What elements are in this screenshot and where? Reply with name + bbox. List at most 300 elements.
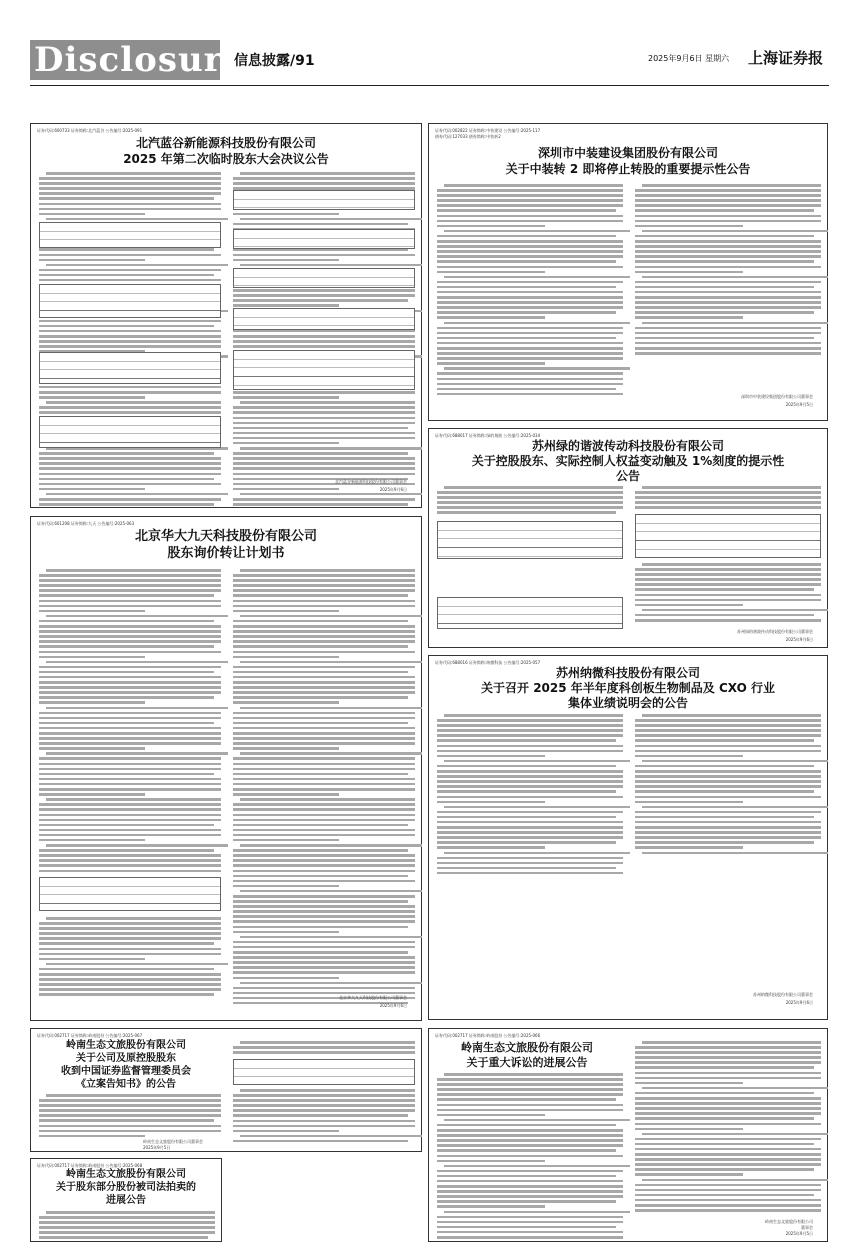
text-line bbox=[233, 630, 415, 633]
text-line bbox=[39, 1231, 215, 1234]
text-line bbox=[437, 393, 623, 396]
text-line bbox=[642, 1087, 828, 1090]
text-line bbox=[444, 760, 630, 763]
text-line bbox=[642, 760, 828, 763]
text-line bbox=[635, 765, 814, 768]
text-line bbox=[46, 752, 228, 755]
text-line bbox=[233, 1120, 415, 1123]
data-table bbox=[233, 268, 415, 288]
text-line bbox=[437, 506, 623, 509]
text-line bbox=[437, 755, 545, 758]
text-line bbox=[233, 987, 415, 990]
text-line bbox=[437, 220, 623, 223]
text-line bbox=[240, 1135, 422, 1138]
text-line bbox=[39, 330, 221, 333]
text-line bbox=[39, 452, 214, 455]
notice-nanomicro bbox=[428, 655, 828, 1020]
text-line bbox=[437, 1098, 616, 1101]
body-text-right bbox=[635, 486, 821, 511]
text-line bbox=[635, 1143, 814, 1146]
data-table bbox=[39, 222, 221, 248]
text-line bbox=[437, 291, 623, 294]
text-line bbox=[635, 775, 821, 778]
signature-company: 岭南生态文旅股份有限公司董事会 bbox=[143, 1139, 203, 1144]
text-line bbox=[46, 707, 228, 710]
notice-title-line-3: 进展公告 bbox=[106, 1195, 146, 1206]
text-line bbox=[635, 846, 743, 849]
text-line bbox=[635, 1138, 821, 1141]
text-line bbox=[39, 462, 221, 465]
text-line bbox=[233, 177, 415, 180]
text-line bbox=[233, 213, 339, 216]
text-line bbox=[233, 696, 408, 699]
text-line bbox=[233, 859, 415, 862]
text-line bbox=[46, 963, 228, 966]
text-line bbox=[635, 1112, 821, 1115]
text-line bbox=[39, 396, 145, 399]
newspaper-logo: 上海证券报 bbox=[748, 49, 824, 67]
text-line bbox=[39, 467, 221, 470]
text-line bbox=[635, 215, 821, 218]
notice-lingnan-csrc bbox=[30, 1028, 422, 1152]
text-line bbox=[39, 1104, 221, 1107]
text-line bbox=[635, 831, 821, 834]
text-line bbox=[635, 724, 821, 727]
text-line bbox=[233, 488, 339, 491]
signature-company: 苏州绿的谐波传动科技股份有限公司董事会 bbox=[737, 629, 813, 634]
body-text-right bbox=[233, 569, 415, 1007]
text-line bbox=[233, 589, 415, 592]
text-line bbox=[233, 788, 415, 791]
text-line bbox=[233, 294, 415, 297]
notice-meta: 证券代码:002717 证券简称:岭南股份 公告编号:2025-066 bbox=[435, 1033, 541, 1038]
text-line bbox=[233, 417, 415, 420]
signature-board: 董事会 bbox=[801, 1225, 813, 1230]
text-line bbox=[642, 1041, 821, 1044]
text-line bbox=[233, 437, 415, 440]
text-line bbox=[233, 676, 415, 679]
text-line bbox=[444, 1073, 623, 1076]
text-line bbox=[437, 872, 623, 875]
text-line bbox=[39, 671, 214, 674]
text-line bbox=[635, 506, 821, 509]
notice-meta: 证券代码:002717 证券简称:岭南股份 公告编号:2025-067 bbox=[37, 1033, 143, 1038]
text-line bbox=[39, 988, 221, 991]
text-line bbox=[39, 1119, 214, 1122]
notice-meta-bond: 债券代码:127033 债券简称:中装转2 bbox=[435, 134, 501, 139]
text-line bbox=[437, 821, 623, 824]
body-text-right bbox=[233, 1041, 415, 1056]
text-line bbox=[444, 806, 630, 809]
text-line bbox=[39, 340, 221, 343]
text-line bbox=[233, 635, 415, 638]
text-line bbox=[437, 1205, 545, 1208]
text-line bbox=[46, 569, 221, 572]
text-line bbox=[437, 1175, 616, 1178]
text-line bbox=[46, 264, 228, 267]
text-line bbox=[240, 890, 422, 893]
text-line bbox=[635, 755, 743, 758]
notice-title-line-2: 关于中装转 2 即将停止转股的重要提示性公告 bbox=[505, 162, 751, 176]
text-line bbox=[233, 289, 415, 292]
text-line bbox=[39, 182, 221, 185]
data-table bbox=[39, 352, 221, 384]
text-line bbox=[635, 1107, 821, 1110]
data-table bbox=[39, 284, 221, 318]
text-line bbox=[39, 666, 221, 669]
text-line bbox=[39, 849, 214, 852]
body-text-right bbox=[635, 1041, 821, 1214]
text-line bbox=[635, 291, 821, 294]
body-text-left bbox=[39, 569, 221, 875]
data-table bbox=[39, 877, 221, 911]
text-line bbox=[635, 194, 821, 197]
text-line bbox=[635, 225, 743, 228]
text-line bbox=[233, 432, 415, 435]
text-line bbox=[233, 498, 415, 501]
text-line bbox=[437, 734, 623, 737]
text-line bbox=[240, 401, 415, 404]
text-line bbox=[444, 1211, 630, 1214]
text-line bbox=[437, 826, 623, 829]
text-line bbox=[233, 1109, 415, 1112]
text-line bbox=[635, 332, 821, 335]
text-line bbox=[437, 1200, 616, 1203]
text-line bbox=[39, 814, 221, 817]
text-line bbox=[39, 942, 214, 945]
text-line bbox=[233, 849, 408, 852]
text-line bbox=[635, 1051, 821, 1054]
text-line bbox=[437, 1190, 623, 1193]
text-line bbox=[233, 1104, 415, 1107]
text-line bbox=[635, 1153, 821, 1156]
text-line bbox=[233, 732, 415, 735]
notice-title-line-1: 岭南生态文旅股份有限公司 bbox=[66, 1040, 186, 1051]
notice-title-line-3: 收到中国证券监督管理委员会 bbox=[61, 1066, 191, 1077]
text-line bbox=[39, 691, 221, 694]
text-line bbox=[39, 1221, 215, 1224]
text-line bbox=[233, 992, 415, 995]
text-line bbox=[437, 1236, 623, 1239]
text-line bbox=[233, 834, 415, 837]
text-line bbox=[39, 635, 221, 638]
text-line bbox=[39, 1216, 215, 1219]
text-line bbox=[233, 895, 415, 898]
text-line bbox=[233, 875, 408, 878]
text-line bbox=[635, 841, 814, 844]
text-line bbox=[437, 189, 623, 192]
text-line bbox=[635, 1199, 821, 1202]
text-line bbox=[437, 347, 623, 350]
text-line bbox=[437, 862, 623, 865]
text-line bbox=[635, 1066, 814, 1069]
body-text bbox=[39, 1211, 215, 1242]
text-line bbox=[240, 569, 415, 572]
signature-company: 岭南生态文旅股份有限公司 bbox=[765, 1219, 813, 1224]
data-table bbox=[635, 514, 821, 558]
text-line bbox=[233, 900, 408, 903]
text-line bbox=[39, 808, 221, 811]
text-line bbox=[635, 719, 821, 722]
text-line bbox=[233, 671, 408, 674]
text-line bbox=[240, 982, 422, 985]
text-line bbox=[39, 594, 214, 597]
text-line bbox=[233, 864, 415, 867]
text-line bbox=[240, 264, 422, 267]
signature-date: 2025年9月6日 bbox=[785, 637, 813, 642]
text-line bbox=[233, 1099, 415, 1102]
text-line bbox=[233, 778, 415, 781]
text-line bbox=[233, 473, 415, 476]
text-line bbox=[233, 717, 415, 720]
text-line bbox=[635, 1158, 821, 1161]
page-header bbox=[0, 0, 857, 118]
text-line bbox=[635, 599, 821, 602]
text-line bbox=[240, 661, 422, 664]
text-line bbox=[437, 332, 623, 335]
text-line bbox=[437, 841, 616, 844]
text-line bbox=[437, 215, 623, 218]
text-line bbox=[437, 831, 623, 834]
text-line bbox=[437, 306, 623, 309]
text-line bbox=[233, 966, 415, 969]
text-line bbox=[233, 854, 415, 857]
notice-title-line-1: 北汽蓝谷新能源科技股份有限公司 bbox=[135, 136, 316, 150]
text-line bbox=[233, 747, 339, 750]
text-line bbox=[39, 600, 221, 603]
text-line bbox=[233, 926, 408, 929]
text-line bbox=[39, 651, 221, 654]
text-line bbox=[233, 773, 408, 776]
text-line bbox=[635, 337, 814, 340]
text-line bbox=[635, 327, 821, 330]
text-line bbox=[39, 778, 221, 781]
text-line bbox=[233, 742, 415, 745]
text-line bbox=[635, 578, 821, 581]
text-line bbox=[635, 316, 743, 319]
data-table bbox=[233, 1059, 415, 1085]
text-line bbox=[635, 1128, 743, 1131]
text-line bbox=[437, 770, 623, 773]
text-line bbox=[46, 1094, 221, 1097]
text-line bbox=[437, 352, 623, 355]
text-line bbox=[233, 182, 415, 185]
text-line bbox=[39, 676, 221, 679]
body-text-left-2 bbox=[39, 917, 221, 999]
text-line bbox=[233, 691, 415, 694]
text-line bbox=[437, 1083, 623, 1086]
notice-meta: 证券代码:002822 证券简称:中装建设 公告编号:2025-117 bbox=[435, 128, 541, 133]
notice-lingnan-auction bbox=[30, 1158, 222, 1242]
text-line bbox=[437, 811, 623, 814]
text-line bbox=[233, 406, 415, 409]
text-line bbox=[46, 917, 221, 920]
text-line bbox=[233, 793, 339, 796]
text-line bbox=[437, 296, 623, 299]
text-line bbox=[437, 1221, 623, 1224]
text-line bbox=[233, 808, 415, 811]
notice-meta: 证券代码:688017 证券简称:绿的谐波 公告编号:2025-034 bbox=[435, 433, 541, 438]
text-line bbox=[437, 204, 623, 207]
text-line bbox=[437, 780, 623, 783]
text-line bbox=[437, 372, 623, 375]
text-line bbox=[437, 1216, 623, 1219]
body-text-left bbox=[39, 1094, 221, 1140]
text-line bbox=[233, 814, 415, 817]
text-line bbox=[635, 496, 821, 499]
text-line bbox=[233, 467, 415, 470]
text-line bbox=[39, 1130, 221, 1133]
text-line bbox=[233, 620, 408, 623]
text-line bbox=[39, 177, 221, 180]
text-line bbox=[635, 826, 821, 829]
text-line bbox=[444, 230, 630, 233]
text-line bbox=[39, 824, 214, 827]
text-line bbox=[437, 785, 623, 788]
text-line bbox=[437, 266, 623, 269]
notice-title-line-2: 关于召开 2025 年半年度科创板生物制品及 CXO 行业 bbox=[481, 681, 775, 695]
text-line bbox=[39, 620, 214, 623]
text-line bbox=[39, 345, 221, 348]
signature-company: 苏州纳微科技股份有限公司董事会 bbox=[753, 992, 813, 997]
text-line bbox=[437, 1093, 623, 1096]
signature-date: 2025年9月6日 bbox=[785, 1000, 813, 1005]
text-line bbox=[635, 347, 821, 350]
signature-date: 2025年9月5日 bbox=[785, 1231, 813, 1236]
text-line bbox=[39, 1135, 145, 1138]
text-line bbox=[635, 260, 814, 263]
text-line bbox=[437, 342, 623, 345]
text-line bbox=[437, 857, 623, 860]
signature-date: 2025年9月6日 bbox=[379, 1003, 407, 1008]
text-line bbox=[437, 327, 623, 330]
text-line bbox=[39, 712, 221, 715]
text-line bbox=[39, 589, 221, 592]
text-line bbox=[635, 1168, 814, 1171]
text-line bbox=[437, 337, 616, 340]
text-line bbox=[642, 714, 821, 717]
data-table bbox=[437, 521, 623, 559]
text-line bbox=[39, 864, 221, 867]
body-text-left bbox=[437, 184, 623, 398]
text-line bbox=[233, 951, 408, 954]
text-line bbox=[39, 742, 221, 745]
section-label: 信息披露/91 bbox=[234, 53, 315, 69]
text-line bbox=[635, 1163, 821, 1166]
text-line bbox=[39, 757, 221, 760]
text-line bbox=[39, 968, 214, 971]
text-line bbox=[635, 588, 814, 591]
text-line bbox=[233, 783, 415, 786]
text-line bbox=[642, 486, 821, 489]
text-line bbox=[444, 322, 630, 325]
text-line bbox=[437, 1160, 545, 1163]
notice-title-line-1: 岭南生态文旅股份有限公司 bbox=[461, 1041, 593, 1054]
text-line bbox=[39, 747, 145, 750]
text-line bbox=[233, 910, 415, 913]
text-line bbox=[233, 819, 415, 822]
text-line bbox=[635, 1077, 821, 1080]
text-line bbox=[233, 1094, 415, 1097]
text-line bbox=[233, 462, 415, 465]
text-line bbox=[233, 681, 415, 684]
text-line bbox=[635, 491, 821, 494]
text-line bbox=[240, 615, 422, 618]
data-table bbox=[437, 597, 623, 629]
notice-title-line-2: 2025 年第二次临时股东大会决议公告 bbox=[123, 152, 329, 166]
text-line bbox=[39, 927, 221, 930]
text-line bbox=[233, 905, 415, 908]
text-line bbox=[39, 681, 221, 684]
text-line bbox=[233, 961, 415, 964]
text-line bbox=[39, 803, 221, 806]
text-line bbox=[642, 563, 821, 566]
text-line bbox=[635, 1061, 821, 1064]
text-line bbox=[39, 829, 221, 832]
notice-empyrean bbox=[30, 516, 422, 1021]
text-line bbox=[233, 651, 415, 654]
text-line bbox=[635, 1209, 821, 1212]
text-line bbox=[437, 378, 623, 381]
text-line bbox=[39, 983, 221, 986]
text-line bbox=[233, 803, 415, 806]
text-line bbox=[635, 240, 821, 243]
text-line bbox=[635, 619, 821, 622]
text-line bbox=[39, 722, 214, 725]
text-line bbox=[233, 701, 339, 704]
text-line bbox=[39, 1099, 221, 1102]
text-line bbox=[437, 286, 616, 289]
signature-company: 北京华大九天科技股份有限公司董事会 bbox=[339, 995, 407, 1000]
text-line bbox=[635, 189, 821, 192]
text-line bbox=[233, 768, 415, 771]
text-line bbox=[39, 937, 221, 940]
text-line bbox=[39, 579, 221, 582]
text-line bbox=[437, 1109, 623, 1112]
text-line bbox=[233, 737, 415, 740]
text-line bbox=[39, 1109, 221, 1112]
text-line bbox=[437, 1129, 623, 1132]
text-line bbox=[233, 870, 415, 873]
text-line bbox=[437, 1124, 616, 1127]
text-line bbox=[635, 255, 821, 258]
text-line bbox=[635, 1056, 821, 1059]
text-line bbox=[233, 600, 415, 603]
text-line bbox=[437, 796, 623, 799]
text-line bbox=[642, 184, 821, 187]
text-line bbox=[233, 340, 415, 343]
notice-meta: 证券代码:600733 证券简称:北汽蓝谷 公告编号:2025-091 bbox=[37, 128, 143, 133]
data-table bbox=[233, 350, 415, 390]
text-line bbox=[437, 199, 623, 202]
text-line bbox=[39, 1114, 221, 1117]
text-line bbox=[240, 172, 415, 175]
text-line bbox=[635, 1072, 821, 1075]
text-line bbox=[233, 757, 415, 760]
text-line bbox=[39, 610, 145, 613]
text-line bbox=[39, 208, 221, 211]
text-line bbox=[635, 296, 821, 299]
text-line bbox=[437, 801, 545, 804]
text-line bbox=[39, 1226, 215, 1229]
text-line bbox=[437, 729, 623, 732]
text-line bbox=[233, 605, 415, 608]
text-line bbox=[635, 729, 821, 732]
body-text-right bbox=[233, 172, 415, 508]
text-line bbox=[233, 254, 415, 257]
text-line bbox=[635, 1092, 814, 1095]
text-line bbox=[437, 1226, 616, 1229]
